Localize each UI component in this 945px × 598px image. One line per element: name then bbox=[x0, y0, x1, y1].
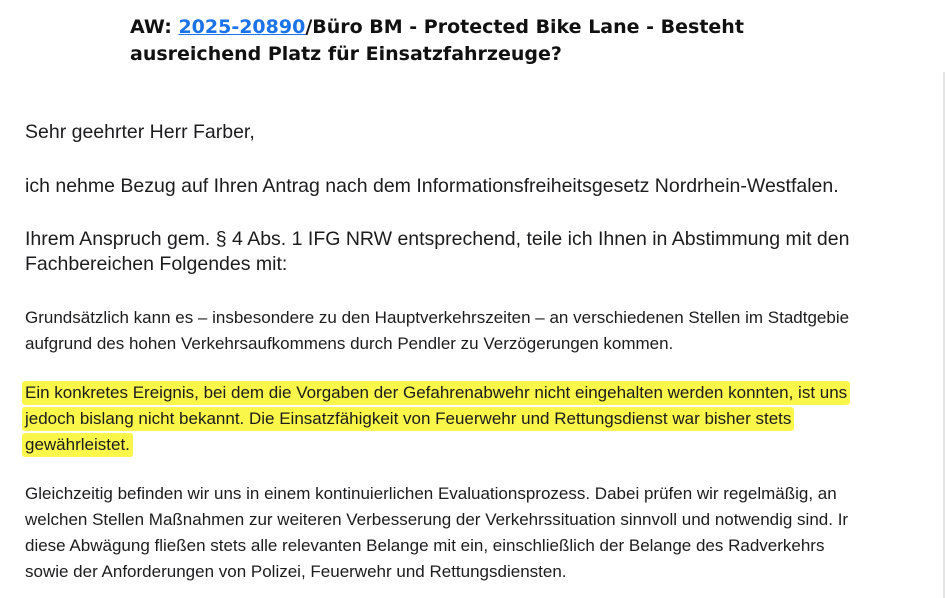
evaluation-line: diese Abwägung fließen stets alle relevanten Belange mit ein, einschließlich der Belange des Radverkehrs bbox=[25, 536, 825, 555]
ticket-number-link[interactable]: 2025-20890 bbox=[178, 16, 306, 38]
email-subject bbox=[130, 14, 910, 68]
evaluation-paragraph bbox=[25, 481, 848, 585]
subject-prefix: AW: bbox=[130, 16, 179, 38]
subject-title-line2: ausreichend Platz für Einsatzfahrzeuge? bbox=[130, 43, 562, 65]
evaluation-line: welchen Stellen Maßnahmen zur weiteren Verbesserung der Verkehrssituation sinnvoll und notwendig sind. Ir bbox=[25, 510, 849, 529]
claim-paragraph bbox=[25, 227, 849, 277]
general-paragraph bbox=[25, 305, 849, 357]
general-line: Grundsätzlich kann es – insbesondere zu den Hauptverkehrszeiten – an verschiedenen Stellen im Stadtgebie bbox=[25, 308, 850, 327]
highlighted-line: gewährleistet. bbox=[25, 433, 130, 457]
evaluation-line: Gleichzeitig befinden wir uns in einem kontinuierlichen Evaluationsprozess. Dabei prüfen wir regelmäßig, an bbox=[25, 484, 837, 503]
salutation: Sehr geehrter Herr Farber, bbox=[25, 121, 255, 143]
highlighted-paragraph bbox=[25, 380, 847, 458]
general-line: aufgrund des hohen Verkehrsaufkommens durch Pendler zu Verzögerungen kommen. bbox=[25, 334, 674, 353]
claim-line: Ihrem Anspruch gem. § 4 Abs. 1 IFG NRW entsprechend, teile ich Ihnen in Abstimmung mit den bbox=[25, 228, 850, 250]
evaluation-line: sowie der Anforderungen von Polizei, Feuerwehr und Rettungsdiensten. bbox=[25, 562, 567, 581]
highlighted-line: jedoch bislang nicht bekannt. Die Einsatzfähigkeit von Feuerwehr und Rettungsdienst war bisher stets bbox=[25, 407, 791, 431]
reference-paragraph: ich nehme Bezug auf Ihren Antrag nach dem Informationsfreiheitsgesetz Nordrhein-Westfalen. bbox=[25, 175, 839, 197]
claim-line: Fachbereichen Folgendes mit: bbox=[25, 253, 288, 275]
subject-title-line1: /Büro BM - Protected Bike Lane - Besteht bbox=[305, 16, 744, 38]
highlighted-line: Ein konkretes Ereignis, bei dem die Vorgaben der Gefahrenabwehr nicht eingehalten werden konnten, ist uns bbox=[25, 381, 847, 405]
